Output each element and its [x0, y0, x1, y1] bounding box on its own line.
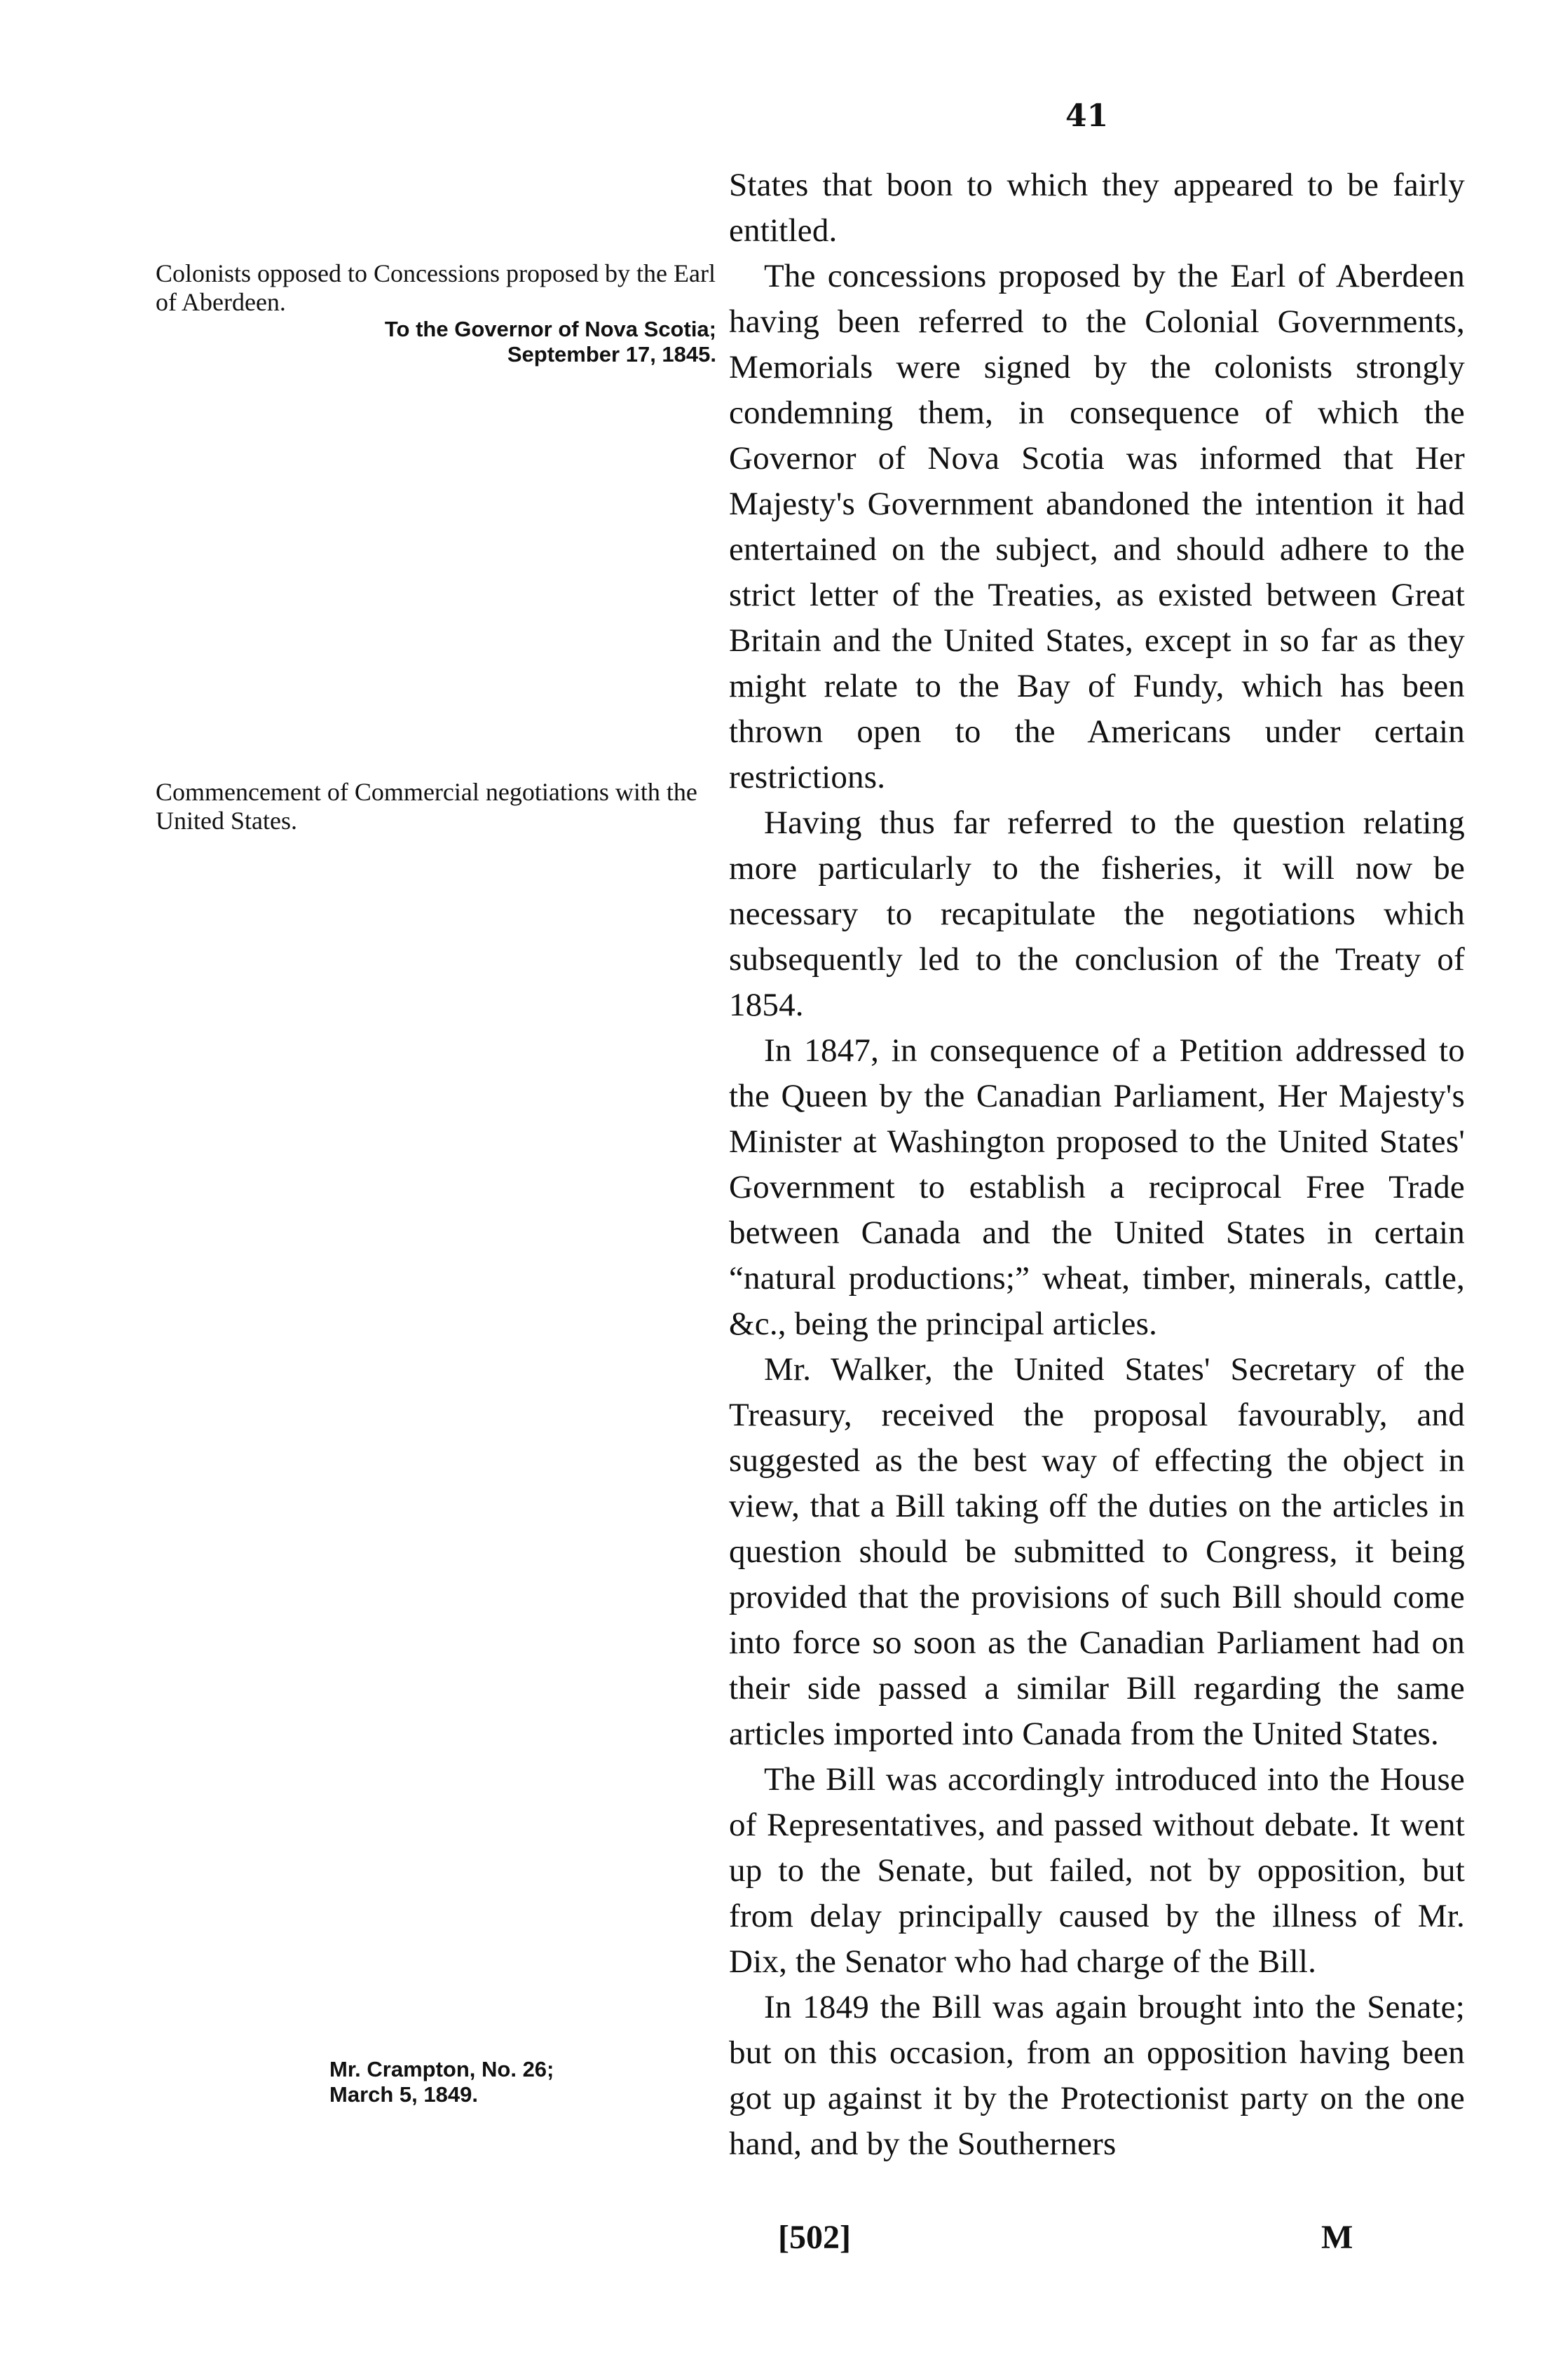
- margin-note-text: Colonists opposed to Concessions proposed by the Earl of Aberdeen.: [156, 259, 716, 316]
- margin-note-colonists: [156, 259, 716, 367]
- paragraph: The Bill was accordingly introduced into the House of Representatives, and passed without debate. It went up to the Senate, but failed, not by opposition, but from delay principally caused by the illness of Mr. Dix, the Senator who had charge of the Bill.: [729, 1761, 1465, 1980]
- margin-note-date: September 17, 1845.: [507, 342, 716, 367]
- paragraph: In 1847, in consequence of a Petition addressed to the Queen by the Canadian Parliament, Her Majesty's Minister at Washington proposed to the United States' Government to establish a reciprocal Free Trade between Canada and the United States in certain “natural productions;” wheat, timber, minerals, cattle, &c., being the principal articles.: [729, 1032, 1465, 1342]
- paragraph: Mr. Walker, the United States' Secretary of the Treasury, received the proposal favourably, and suggested as the best way of effecting the object in view, that a Bill taking off the duties on the articles in question should be submitted to Congress, it being provided that the provisions of such Bill should come into force so soon as the Canadian Parliament had on their side passed a similar Bill regarding the same articles imported into Canada from the United States.: [729, 1351, 1465, 1752]
- margin-note-text: Commencement of Commercial negotiations with the United States.: [156, 778, 697, 835]
- margin-note-commercial: [156, 778, 716, 835]
- paragraph: States that boon to which they appeared to be fairly entitled.: [729, 167, 1465, 249]
- margin-note-crampton: [329, 2057, 645, 2107]
- paragraph: Having thus far referred to the question relating more particularly to the fisheries, it will now be necessary to recapitulate the negotiations which subsequently led to the conclusion of the Treaty of 1854.: [729, 805, 1465, 1023]
- main-text-column: [729, 163, 1465, 2167]
- paragraph: The concessions proposed by the Earl of Aberdeen having been referred to the Colonial Governments, Memorials were signed by the colonists strongly condemning them, in consequence of which the Governor of Nova Scotia was informed that Her Majesty's Government abandoned the intention it had entertained on the subject, and should adhere to the strict letter of the Treaties, as existed between Great Britain and the United States, except in so far as they might relate to the Bay of Fundy, which has been thrown open to the Americans under certain restrictions.: [729, 258, 1465, 795]
- signature-mark: M: [1321, 2219, 1353, 2256]
- margin-note-date: March 5, 1849.: [329, 2082, 478, 2107]
- margin-note-reference: Mr. Crampton, No. 26;: [329, 2057, 554, 2081]
- margin-note-reference: To the Governor of Nova Scotia;: [384, 317, 716, 341]
- paragraph: In 1849 the Bill was again brought into the Senate; but on this occasion, from an opposition having been got up against it by the Protectionist party on the one hand, and by the Southerners: [729, 1989, 1465, 2162]
- page-number: 41: [1065, 98, 1109, 134]
- printer-signature: [502]: [778, 2219, 851, 2256]
